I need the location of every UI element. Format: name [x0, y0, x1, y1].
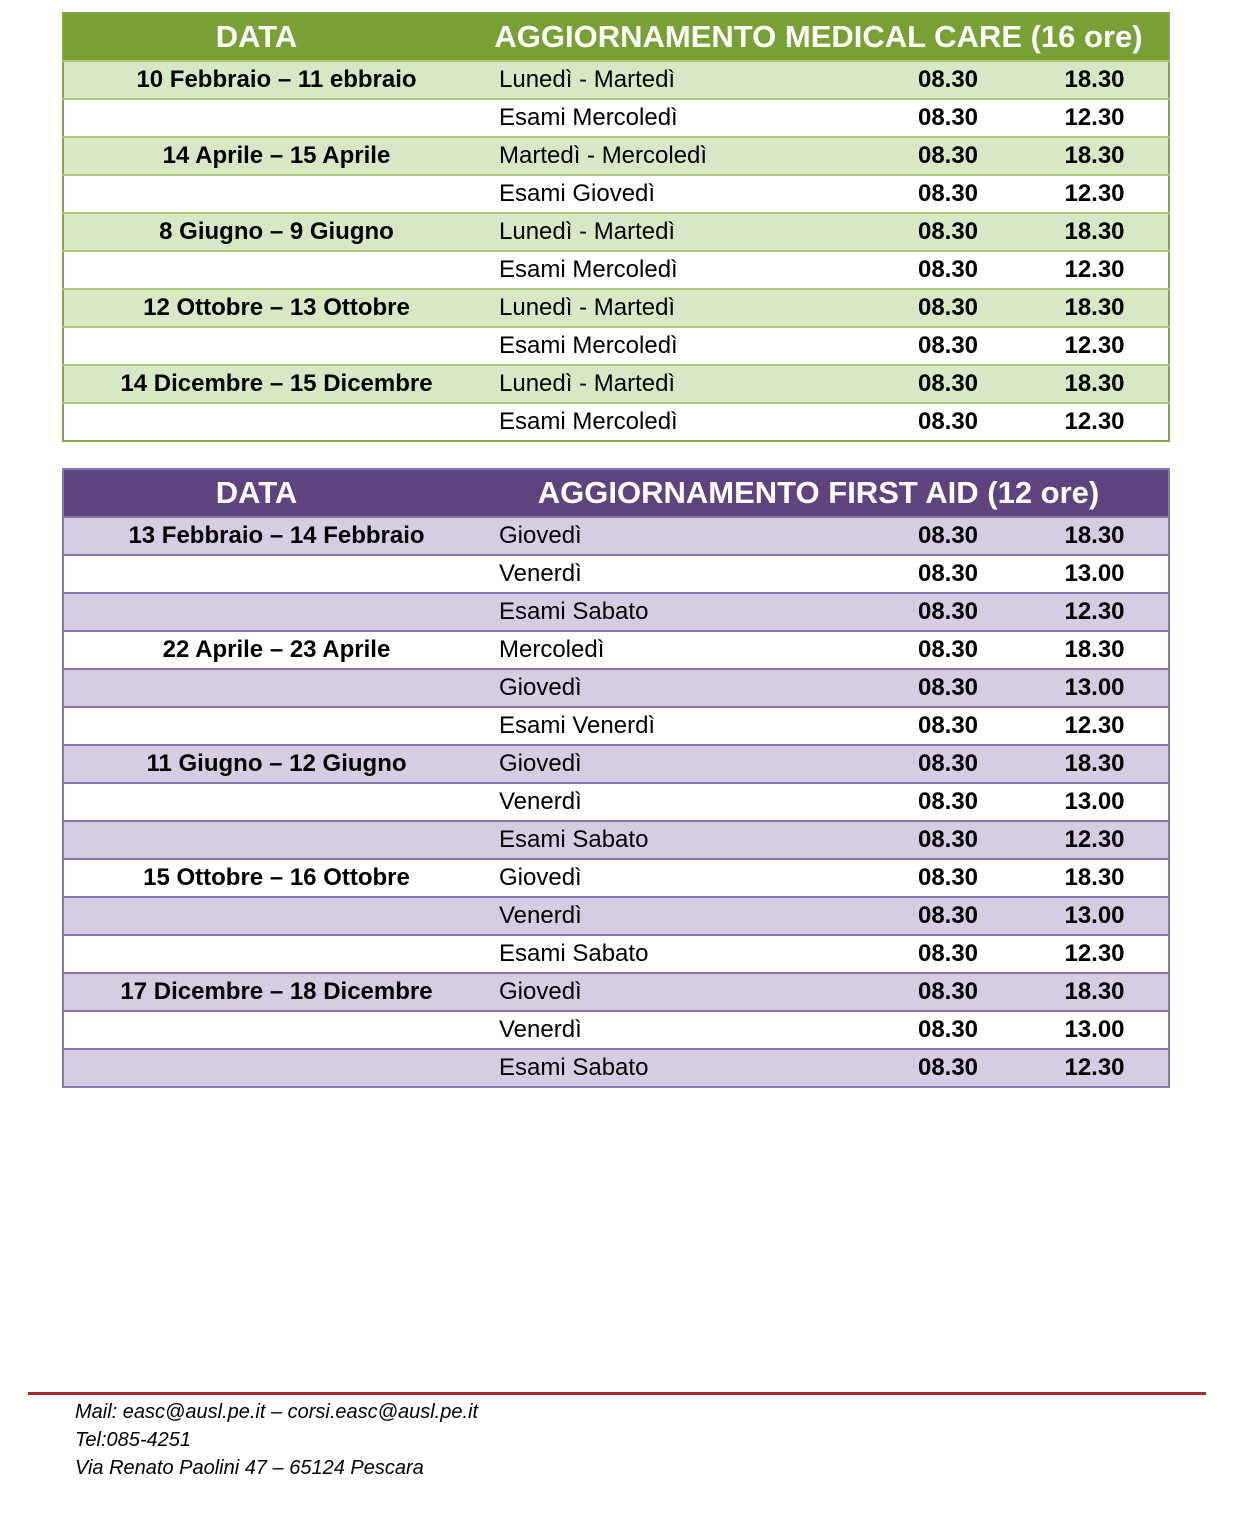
- medical-care-row: [63, 327, 1169, 365]
- medical-care-row: [63, 403, 1169, 441]
- medical-care-end-cell: 18.30: [1064, 218, 1125, 245]
- first-aid-row: [63, 859, 1169, 897]
- medical-care-day-cell: Martedì - Mercoledì: [499, 142, 708, 169]
- first-aid-end-cell: 12.30: [1064, 712, 1125, 739]
- medical-care-day-cell: Lunedì - Martedì: [499, 218, 676, 245]
- first-aid-row: [63, 1049, 1169, 1087]
- first-aid-start-cell: 08.30: [917, 826, 979, 853]
- medical-care-date-cell: [63, 175, 489, 213]
- first-aid-date-cell: [63, 821, 489, 859]
- first-aid-date-cell: 11 Giugno – 12 Giugno: [146, 750, 407, 777]
- first-aid-day-cell: Venerdì: [499, 902, 582, 929]
- first-aid-day-cell: Giovedì: [499, 978, 582, 1005]
- first-aid-start-cell: 08.30: [917, 788, 979, 815]
- first-aid-end-cell: 12.30: [1064, 1054, 1125, 1081]
- first-aid-date-cell: [63, 593, 489, 631]
- medical-care-end-cell: 12.30: [1064, 256, 1125, 283]
- footer-divider: [28, 1392, 1206, 1395]
- medical-care-start-cell: 08.30: [917, 104, 979, 131]
- first-aid-row: [63, 555, 1169, 593]
- first-aid-day-cell: Venerdì: [499, 788, 582, 815]
- first-aid-row: [63, 745, 1169, 783]
- medical-care-row: [63, 175, 1169, 213]
- medical-care-date-cell: 10 Febbraio – 11 ebbraio: [136, 66, 417, 93]
- medical-care-day-cell: Esami Giovedì: [499, 180, 656, 207]
- first-aid-header-row: [63, 469, 1169, 517]
- medical-care-end-cell: 12.30: [1064, 332, 1125, 359]
- first-aid-start-cell: 08.30: [917, 978, 979, 1005]
- first-aid-day-cell: Esami Sabato: [499, 940, 649, 967]
- first-aid-end-cell: 13.00: [1064, 1016, 1125, 1043]
- medical-care-date-cell: [63, 251, 489, 289]
- medical-care-end-cell: 12.30: [1064, 180, 1125, 207]
- first-aid-day-cell: Venerdì: [499, 1016, 582, 1043]
- first-aid-date-cell: [63, 783, 489, 821]
- first-aid-day-cell: Esami Sabato: [499, 1054, 649, 1081]
- medical-care-start-cell: 08.30: [917, 256, 979, 283]
- first-aid-date-header: DATA: [215, 475, 298, 510]
- medical-care-date-cell: 12 Ottobre – 13 Ottobre: [143, 294, 410, 321]
- medical-care-end-cell: 18.30: [1064, 294, 1125, 321]
- medical-care-row: [63, 251, 1169, 289]
- first-aid-date-cell: 17 Dicembre – 18 Dicembre: [120, 978, 433, 1005]
- first-aid-start-cell: 08.30: [917, 1054, 979, 1081]
- medical-care-row: [63, 365, 1169, 403]
- first-aid-day-cell: Venerdì: [499, 560, 582, 587]
- first-aid-day-cell: Mercoledì: [499, 636, 605, 663]
- medical-care-row: [63, 99, 1169, 137]
- footer-mail: Mail: easc@ausl.pe.it – corsi.easc@ausl.pe.it: [75, 1401, 478, 1423]
- medical-care-end-cell: 18.30: [1064, 370, 1125, 397]
- first-aid-end-cell: 18.30: [1064, 750, 1125, 777]
- first-aid-day-cell: Giovedì: [499, 750, 582, 777]
- medical-care-start-cell: 08.30: [917, 218, 979, 245]
- medical-care-date-cell: 8 Giugno – 9 Giugno: [159, 218, 394, 245]
- first-aid-start-cell: 08.30: [917, 1016, 979, 1043]
- first-aid-row: [63, 783, 1169, 821]
- first-aid-row: [63, 897, 1169, 935]
- first-aid-date-cell: [63, 555, 489, 593]
- first-aid-day-cell: Giovedì: [499, 522, 582, 549]
- first-aid-row: [63, 935, 1169, 973]
- medical-care-day-cell: Lunedì - Martedì: [499, 294, 676, 321]
- first-aid-end-cell: 13.00: [1064, 560, 1125, 587]
- first-aid-start-cell: 08.30: [917, 598, 979, 625]
- first-aid-start-cell: 08.30: [917, 864, 979, 891]
- first-aid-day-cell: Esami Sabato: [499, 598, 649, 625]
- first-aid-day-cell: Giovedì: [499, 674, 582, 701]
- first-aid-date-cell: [63, 669, 489, 707]
- first-aid-start-cell: 08.30: [917, 674, 979, 701]
- first-aid-date-cell: [63, 935, 489, 973]
- medical-care-end-cell: 12.30: [1064, 408, 1125, 435]
- medical-care-day-cell: Lunedì - Martedì: [499, 370, 676, 397]
- first-aid-end-cell: 13.00: [1064, 788, 1125, 815]
- medical-care-start-cell: 08.30: [917, 180, 979, 207]
- medical-care-start-cell: 08.30: [917, 142, 979, 169]
- first-aid-row: [63, 631, 1169, 669]
- first-aid-end-cell: 18.30: [1064, 636, 1125, 663]
- first-aid-row: [63, 707, 1169, 745]
- first-aid-day-cell: Esami Sabato: [499, 826, 649, 853]
- medical-care-row: [63, 61, 1169, 99]
- first-aid-schedule-table: [62, 468, 1170, 1088]
- medical-care-row: [63, 213, 1169, 251]
- first-aid-start-cell: 08.30: [917, 902, 979, 929]
- medical-care-end-cell: 18.30: [1064, 66, 1125, 93]
- first-aid-end-cell: 13.00: [1064, 902, 1125, 929]
- medical-care-date-cell: 14 Dicembre – 15 Dicembre: [120, 370, 433, 397]
- first-aid-row: [63, 973, 1169, 1011]
- medical-care-start-cell: 08.30: [917, 370, 979, 397]
- first-aid-row: [63, 669, 1169, 707]
- first-aid-date-cell: 15 Ottobre – 16 Ottobre: [143, 864, 410, 891]
- medical-care-day-cell: Lunedì - Martedì: [499, 66, 676, 93]
- first-aid-date-cell: 22 Aprile – 23 Aprile: [162, 636, 391, 663]
- first-aid-row: [63, 1011, 1169, 1049]
- first-aid-date-cell: [63, 707, 489, 745]
- medical-care-date-cell: [63, 403, 489, 441]
- medical-care-row: [63, 137, 1169, 175]
- first-aid-date-cell: [63, 1049, 489, 1087]
- footer-phone: Tel:085-4251: [75, 1429, 192, 1451]
- first-aid-date-cell: [63, 897, 489, 935]
- medical-care-start-cell: 08.30: [917, 332, 979, 359]
- first-aid-start-cell: 08.30: [917, 712, 979, 739]
- medical-care-day-cell: Esami Mercoledì: [499, 256, 678, 283]
- medical-care-header-row: [63, 13, 1169, 61]
- first-aid-row: [63, 593, 1169, 631]
- medical-care-date-header: DATA: [215, 19, 298, 54]
- first-aid-row: [63, 821, 1169, 859]
- medical-care-date-cell: [63, 99, 489, 137]
- medical-care-date-cell: 14 Aprile – 15 Aprile: [162, 142, 391, 169]
- first-aid-day-cell: Esami Venerdì: [499, 712, 656, 739]
- first-aid-end-cell: 12.30: [1064, 598, 1125, 625]
- footer-address: Via Renato Paolini 47 – 65124 Pescara: [75, 1457, 424, 1479]
- first-aid-start-cell: 08.30: [917, 636, 979, 663]
- medical-care-day-cell: Esami Mercoledì: [499, 332, 678, 359]
- first-aid-end-cell: 18.30: [1064, 522, 1125, 549]
- medical-care-schedule-table: [62, 12, 1170, 442]
- medical-care-day-cell: Esami Mercoledì: [499, 104, 678, 131]
- footer-contacts: [75, 1398, 478, 1482]
- first-aid-start-cell: 08.30: [917, 522, 979, 549]
- first-aid-start-cell: 08.30: [917, 750, 979, 777]
- first-aid-end-cell: 18.30: [1064, 978, 1125, 1005]
- first-aid-end-cell: 12.30: [1064, 940, 1125, 967]
- medical-care-day-cell: Esami Mercoledì: [499, 408, 678, 435]
- first-aid-end-cell: 13.00: [1064, 674, 1125, 701]
- first-aid-row: [63, 517, 1169, 555]
- first-aid-start-cell: 08.30: [917, 940, 979, 967]
- first-aid-end-cell: 12.30: [1064, 826, 1125, 853]
- medical-care-row: [63, 289, 1169, 327]
- medical-care-start-cell: 08.30: [917, 294, 979, 321]
- medical-care-start-cell: 08.30: [917, 66, 979, 93]
- first-aid-date-cell: 13 Febbraio – 14 Febbraio: [128, 522, 425, 549]
- medical-care-start-cell: 08.30: [917, 408, 979, 435]
- medical-care-end-cell: 18.30: [1064, 142, 1125, 169]
- first-aid-end-cell: 18.30: [1064, 864, 1125, 891]
- medical-care-title: AGGIORNAMENTO MEDICAL CARE (16 ore): [494, 19, 1143, 54]
- first-aid-day-cell: Giovedì: [499, 864, 582, 891]
- first-aid-date-cell: [63, 1011, 489, 1049]
- first-aid-start-cell: 08.30: [917, 560, 979, 587]
- medical-care-date-cell: [63, 327, 489, 365]
- first-aid-title: AGGIORNAMENTO FIRST AID (12 ore): [537, 475, 1100, 510]
- medical-care-end-cell: 12.30: [1064, 104, 1125, 131]
